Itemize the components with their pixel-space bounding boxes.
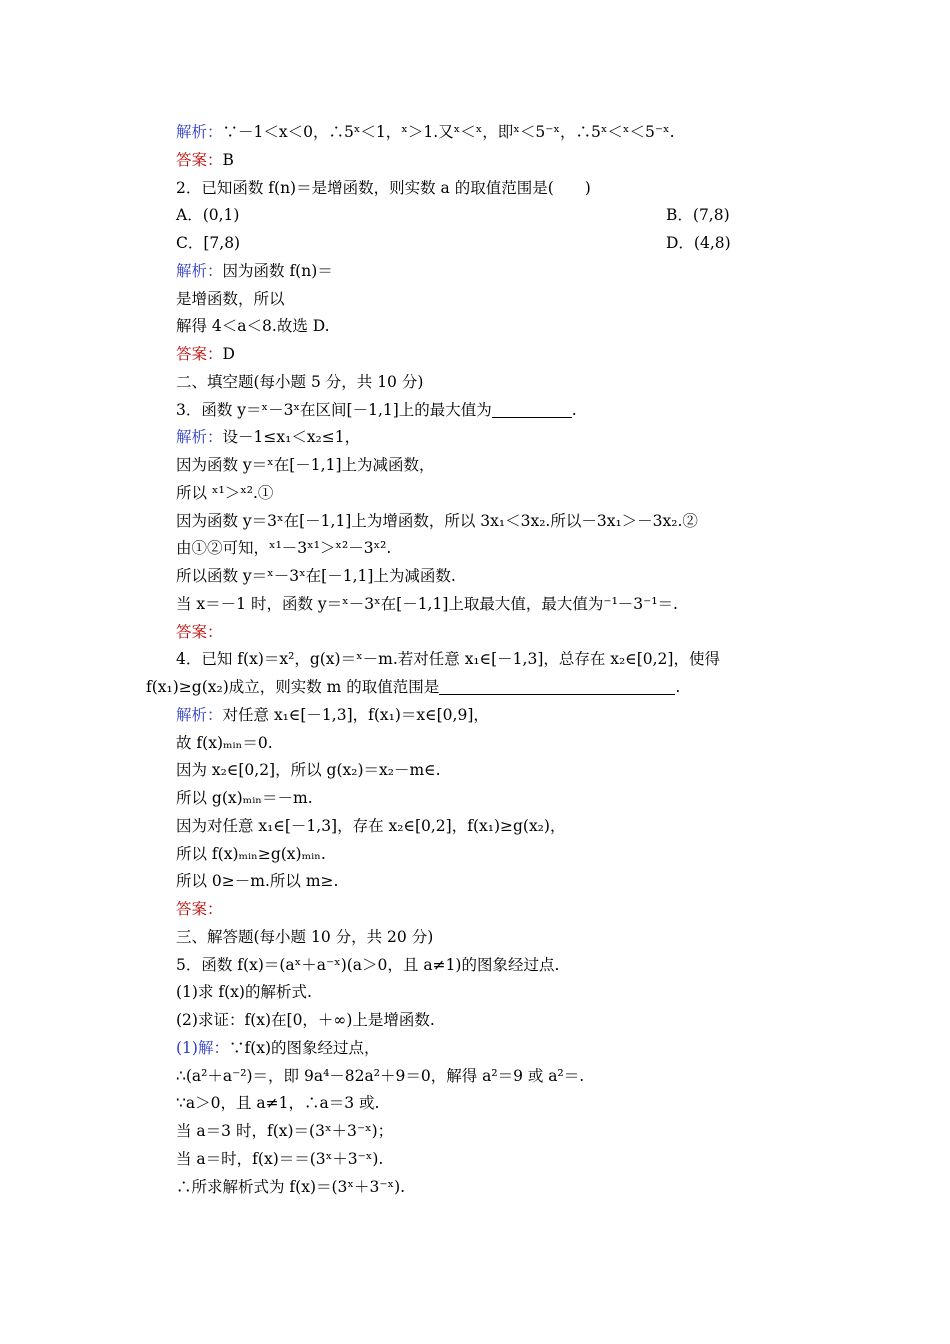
text-line xyxy=(176,1146,890,1172)
question-4 xyxy=(176,646,890,672)
text-line xyxy=(176,730,890,756)
section-heading xyxy=(176,369,890,395)
text-line xyxy=(176,341,890,367)
text-line xyxy=(176,1174,890,1200)
text-line xyxy=(176,119,890,145)
text-line xyxy=(176,979,890,1005)
line-text: D xyxy=(222,345,235,363)
answer-blank xyxy=(439,678,675,695)
text-line xyxy=(176,258,890,284)
line-text: 三、解答题(每小题 10 分，共 20 分) xyxy=(176,928,434,946)
question-4-cont xyxy=(146,674,890,700)
line-text-after: . xyxy=(675,678,681,696)
line-text: 5．函数 f(x)＝(aˣ＋a⁻ˣ)(a＞0，且 a≠1)的图象经过点. xyxy=(176,956,560,974)
text-line xyxy=(176,813,890,839)
analysis-label: 解析： xyxy=(176,123,223,141)
line-text: B xyxy=(222,151,234,169)
text-line xyxy=(176,452,890,478)
line-text: 因为对任意 x₁∈[－1,3]，存在 x₂∈[0,2]，f(x₁)≥g(x₂)， xyxy=(176,817,566,835)
answer-label: 答案： xyxy=(176,623,223,641)
line-text: 因为函数 f(n)＝ xyxy=(222,262,333,280)
text-line xyxy=(176,313,890,339)
text-line xyxy=(176,702,890,728)
option-a: A．(0,1) xyxy=(176,206,240,224)
line-text: 因为函数 y＝ˣ在[－1,1]上为减函数， xyxy=(176,456,435,474)
line-text: 因为函数 y＝3ˣ在[－1,1]上为增函数，所以 3x₁＜3x₂.所以－3x₁＞－3x₂.② xyxy=(176,512,698,530)
line-text-after: . xyxy=(571,401,577,419)
line-text: 所以 f(x)ₘᵢₙ≥g(x)ₘᵢₙ. xyxy=(176,845,326,863)
line-text: ∵－1＜x＜0，∴5ˣ＜1，ˣ＞1.又ˣ＜ˣ，即ˣ＜5⁻ˣ，∴5ˣ＜ˣ＜5⁻ˣ. xyxy=(222,123,675,141)
text-line xyxy=(176,1035,890,1061)
line-text: 二、填空题(每小题 5 分，共 10 分) xyxy=(176,373,424,391)
text-line xyxy=(176,508,890,534)
line-text: 当 x＝－1 时，函数 y＝ˣ－3ˣ在[－1,1]上取最大值，最大值为⁻¹－3⁻¹＝. xyxy=(176,595,678,613)
line-text: 当 a＝3 时，f(x)＝(3ˣ＋3⁻ˣ)； xyxy=(176,1122,394,1140)
solution-label: (1)解： xyxy=(176,1039,229,1057)
analysis-label: 解析： xyxy=(176,706,223,724)
question-5 xyxy=(176,952,890,978)
line-text: 是增函数，所以 xyxy=(176,290,285,308)
text-line xyxy=(176,563,890,589)
option-d: D．(4,8) xyxy=(666,234,731,252)
line-text: 4．已知 f(x)＝x²，g(x)＝ˣ－m.若对任意 x₁∈[－1,3]，总存在 x₂∈[0,2]，使得 xyxy=(176,650,720,668)
question-3 xyxy=(176,397,890,423)
text-line xyxy=(176,841,890,867)
text-line xyxy=(176,424,890,450)
text-line xyxy=(176,868,890,894)
line-text: 故 f(x)ₘᵢₙ＝0. xyxy=(176,734,273,752)
text-line xyxy=(176,1090,890,1116)
line-text: (1)求 f(x)的解析式. xyxy=(176,983,312,1001)
analysis-label: 解析： xyxy=(176,262,223,280)
line-text: 对任意 x₁∈[－1,3]，f(x₁)＝x∈[0,9]， xyxy=(222,706,489,724)
line-text: 由①②可知，ˣ¹－3ˣ¹＞ˣ²－3ˣ². xyxy=(176,539,392,557)
answer-label: 答案： xyxy=(176,900,223,918)
text-line xyxy=(176,1063,890,1089)
text-line xyxy=(176,535,890,561)
line-text: 所以函数 y＝ˣ－3ˣ在[－1,1]上为减函数. xyxy=(176,567,456,585)
text-line xyxy=(176,286,890,312)
answer-label: 答案： xyxy=(176,151,223,169)
line-text: 2．已知函数 f(n)＝是增函数，则实数 a 的取值范围是( ) xyxy=(176,179,591,197)
line-text: 当 a＝时，f(x)＝＝(3ˣ＋3⁻ˣ). xyxy=(176,1150,384,1168)
line-text: 因为 x₂∈[0,2]，所以 g(x₂)＝x₂－m∈. xyxy=(176,761,441,779)
text-line xyxy=(176,591,890,617)
text-line xyxy=(176,619,890,645)
line-text: 所以 g(x)ₘᵢₙ＝－m. xyxy=(176,789,313,807)
text-line xyxy=(176,896,890,922)
text-line xyxy=(176,1007,890,1033)
option-row xyxy=(176,230,890,256)
line-text: 解得 4＜a＜8.故选 D. xyxy=(176,317,330,335)
text-line xyxy=(176,147,890,173)
answer-label: 答案： xyxy=(176,345,223,363)
line-text: ∴所求解析式为 f(x)＝(3ˣ＋3⁻ˣ). xyxy=(176,1178,406,1196)
line-text: f(x₁)≥g(x₂)成立，则实数 m 的取值范围是 xyxy=(146,678,440,696)
line-text: 设－1≤x₁＜x₂≤1， xyxy=(222,428,361,446)
option-b: B．(7,8) xyxy=(666,206,730,224)
analysis-label: 解析： xyxy=(176,428,223,446)
option-row xyxy=(176,202,890,228)
line-text: (2)求证：f(x)在[0，＋∞)上是增函数. xyxy=(176,1011,435,1029)
line-text: 所以 ˣ¹＞ˣ².① xyxy=(176,484,274,502)
line-text: ∴(a²＋a⁻²)＝，即 9a⁴－82a²＋9＝0，解得 a²＝9 或 a²＝. xyxy=(176,1067,585,1085)
line-text: ∵f(x)的图象经过点， xyxy=(228,1039,380,1057)
answer-blank xyxy=(492,401,572,418)
text-line xyxy=(176,1118,890,1144)
text-line xyxy=(176,757,890,783)
line-text: 所以 0≥－m.所以 m≥. xyxy=(176,872,339,890)
question-2 xyxy=(176,175,890,201)
text-line xyxy=(176,785,890,811)
text-line xyxy=(176,480,890,506)
option-c: C．[7,8) xyxy=(176,234,241,252)
line-text: 3．函数 y＝ˣ－3ˣ在区间[－1,1]上的最大值为 xyxy=(176,401,492,419)
section-heading xyxy=(176,924,890,950)
line-text: ∵a＞0，且 a≠1，∴a＝3 或. xyxy=(176,1094,380,1112)
